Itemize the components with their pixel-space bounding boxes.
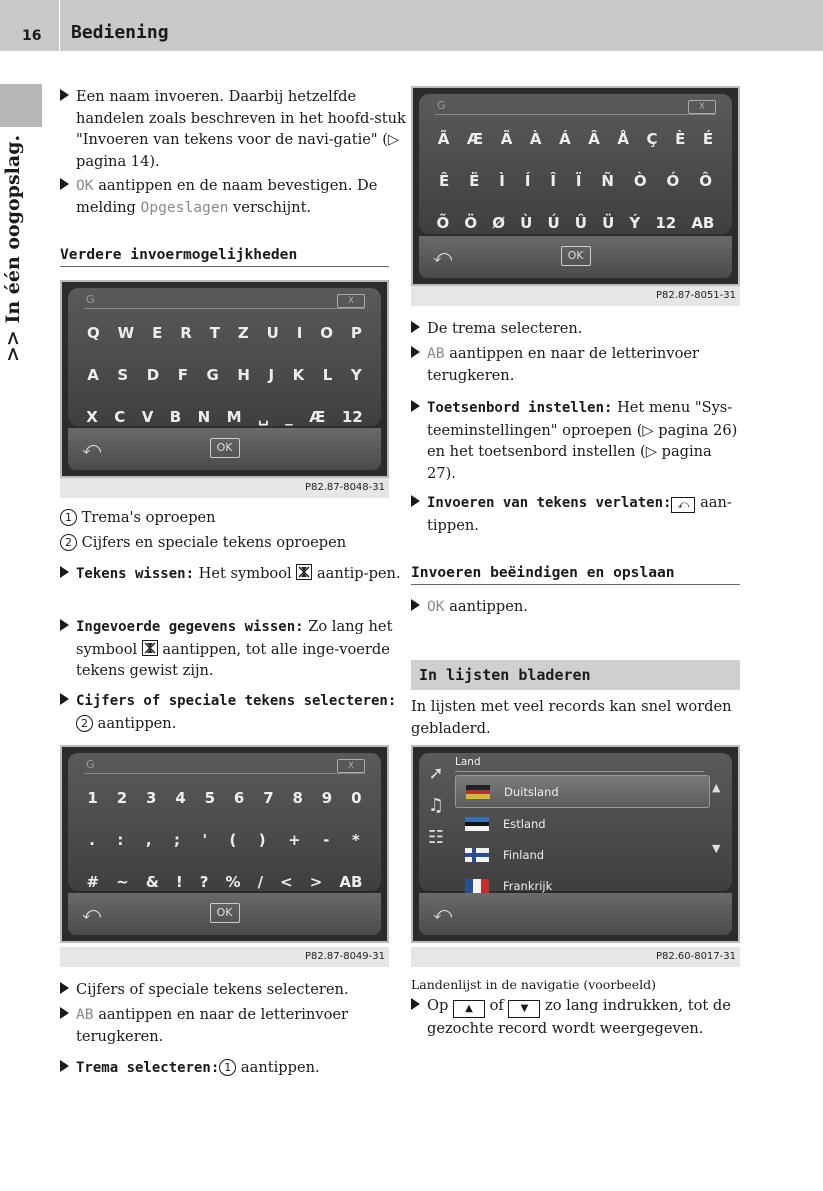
key[interactable]: Ú bbox=[547, 214, 560, 232]
flag-estonia-icon bbox=[465, 817, 489, 831]
key[interactable]: ? bbox=[199, 873, 209, 891]
header-divider bbox=[59, 0, 60, 51]
screenshot-country-list bbox=[411, 745, 740, 943]
key[interactable]: Ý bbox=[629, 214, 641, 232]
bullet-triangle-icon bbox=[60, 89, 69, 101]
key[interactable]: S bbox=[117, 366, 129, 384]
back-symbol-icon: ⤺ bbox=[671, 497, 695, 513]
bullet-text: Op bbox=[427, 997, 453, 1014]
bullet-exit-input bbox=[411, 492, 757, 536]
key[interactable]: Ó bbox=[666, 172, 680, 190]
flag-finland-icon bbox=[465, 848, 489, 862]
key[interactable]: Å bbox=[617, 130, 629, 148]
legend-text: Trema's oproepen bbox=[81, 509, 216, 526]
key[interactable]: V bbox=[141, 408, 154, 426]
list-item[interactable] bbox=[455, 808, 710, 839]
key[interactable]: ! bbox=[175, 873, 183, 891]
key[interactable]: Ö bbox=[464, 214, 478, 232]
key[interactable]: ) bbox=[258, 831, 266, 849]
bullet-bold: Tekens wissen: bbox=[76, 566, 195, 582]
back-icon[interactable]: ⤺ bbox=[433, 246, 453, 267]
back-icon[interactable]: ⤺ bbox=[82, 438, 102, 459]
key[interactable]: F bbox=[177, 366, 188, 384]
letters-key[interactable]: AB bbox=[691, 214, 715, 232]
bullet-triangle-icon bbox=[411, 400, 420, 412]
input-cursor-char: G bbox=[437, 99, 446, 112]
key[interactable]: P bbox=[350, 324, 362, 342]
key[interactable]: N bbox=[197, 408, 211, 426]
section-heading-more-options: Verdere invoermogelijkheden bbox=[60, 246, 389, 267]
back-icon[interactable]: ⤺ bbox=[433, 903, 453, 924]
key[interactable]: I bbox=[296, 324, 303, 342]
list-item-label: Frankrijk bbox=[503, 878, 553, 893]
page-header bbox=[0, 0, 823, 51]
bullet-scroll-arrows bbox=[411, 995, 757, 1040]
input-line bbox=[84, 759, 365, 774]
bullet-triangle-icon bbox=[411, 998, 420, 1010]
key-row-1 bbox=[78, 777, 371, 819]
key[interactable]: 0 bbox=[351, 789, 362, 807]
down-arrow-key-icon: ▼ bbox=[508, 1000, 540, 1018]
key[interactable]: Ç bbox=[646, 130, 658, 148]
key[interactable]: 7 bbox=[263, 789, 274, 807]
legend-number: 2 bbox=[76, 715, 93, 732]
key[interactable]: % bbox=[225, 873, 241, 891]
trema-key[interactable]: Æ bbox=[309, 408, 326, 426]
figure-code: P82.60-8017-31 bbox=[411, 947, 740, 967]
keyboard-screen bbox=[68, 288, 381, 426]
key[interactable]: Q bbox=[86, 324, 100, 342]
ok-button[interactable]: OK bbox=[210, 903, 240, 923]
key[interactable]: 9 bbox=[321, 789, 333, 807]
key[interactable]: Z bbox=[237, 324, 249, 342]
bullet-triangle-icon bbox=[60, 693, 69, 705]
flag-germany-icon bbox=[466, 785, 490, 799]
bullet-triangle-icon bbox=[411, 346, 420, 358]
key[interactable]: Î bbox=[550, 172, 556, 190]
figure-code: P82.87-8049-31 bbox=[60, 947, 389, 967]
input-line bbox=[84, 294, 365, 309]
key[interactable]: É bbox=[702, 130, 714, 148]
key[interactable]: ; bbox=[173, 831, 180, 849]
key[interactable]: Í bbox=[524, 172, 531, 190]
key[interactable]: Ù bbox=[520, 214, 533, 232]
saved-display-label: Opgeslagen bbox=[140, 198, 229, 216]
letter-keys bbox=[78, 312, 371, 438]
bullet-text: Zo lang het symbool bbox=[76, 618, 393, 658]
delete-key[interactable]: X bbox=[337, 294, 365, 308]
key[interactable]: ~ bbox=[116, 873, 129, 891]
ab-display-label: AB bbox=[427, 345, 445, 362]
keyboard-bottom-bar bbox=[68, 428, 381, 470]
country-list bbox=[455, 775, 710, 901]
bullet-triangle-icon bbox=[60, 1007, 69, 1019]
legend-1 bbox=[60, 507, 390, 529]
bullet-text: aantippen. bbox=[236, 1059, 320, 1076]
key[interactable]: È bbox=[675, 130, 686, 148]
bullet-text: aantip-pen. bbox=[312, 565, 401, 582]
bullet-triangle-icon bbox=[60, 566, 69, 578]
bullet-bold: Ingevoerde gegevens wissen: bbox=[76, 619, 304, 635]
key[interactable]: X bbox=[86, 408, 98, 426]
bullet-triangle-icon bbox=[60, 1060, 69, 1072]
list-header-line bbox=[455, 771, 704, 772]
section-heading-scroll-lists: In lijsten bladeren bbox=[411, 660, 740, 690]
bullet-text: aantippen en de naam bevestigen. De melding bbox=[76, 177, 378, 216]
list-item-label: Duitsland bbox=[504, 784, 559, 799]
bullet-triangle-icon bbox=[60, 619, 69, 631]
bullet-bold: Invoeren van tekens verlaten: bbox=[427, 495, 672, 511]
bullet-select-trema-char bbox=[411, 318, 757, 340]
key-row-2 bbox=[78, 354, 371, 396]
key[interactable]: K bbox=[292, 366, 305, 384]
figure-code: P82.87-8048-31 bbox=[60, 478, 389, 498]
key[interactable]: > bbox=[309, 873, 323, 891]
key[interactable]: Ø bbox=[492, 214, 506, 232]
list-side-icons bbox=[423, 763, 449, 859]
numbers-key[interactable]: 12 bbox=[341, 408, 363, 426]
key[interactable]: Ò bbox=[633, 172, 647, 190]
legend-text: Cijfers en speciale tekens oproepen bbox=[81, 534, 347, 551]
key[interactable]: ' bbox=[202, 831, 208, 849]
figure-caption: Landenlijst in de navigatie (voorbeeld) bbox=[411, 977, 656, 992]
key[interactable]: L bbox=[322, 366, 333, 384]
key[interactable]: B bbox=[169, 408, 182, 426]
keyboard-screen bbox=[68, 753, 381, 891]
bullet-text: De trema selecteren. bbox=[427, 320, 583, 337]
bullet-text: of bbox=[484, 997, 509, 1014]
key[interactable]: # bbox=[86, 873, 100, 891]
side-tab-label: >> In één oogopslag. bbox=[2, 134, 24, 362]
key[interactable]: M bbox=[226, 408, 242, 426]
key[interactable]: Ì bbox=[499, 172, 505, 190]
scroll-up-arrow-icon[interactable]: ▲ bbox=[712, 781, 721, 794]
side-tab-marker bbox=[0, 84, 42, 127]
key[interactable]: E bbox=[152, 324, 163, 342]
navigation-icon[interactable]: ➚ bbox=[428, 763, 444, 784]
key[interactable]: W bbox=[117, 324, 135, 342]
key[interactable]: À bbox=[529, 130, 542, 148]
keyboard-screen bbox=[419, 94, 732, 234]
bullet-keyboard-settings bbox=[411, 397, 745, 484]
delete-key[interactable]: X bbox=[337, 759, 365, 773]
page-title: Bediening bbox=[71, 22, 169, 43]
key[interactable]: H bbox=[237, 366, 250, 384]
flag-france-icon bbox=[465, 879, 489, 893]
key-row-1 bbox=[78, 312, 371, 354]
bullet-select-numbers bbox=[60, 690, 406, 734]
input-cursor-char: G bbox=[86, 293, 95, 306]
key[interactable]: Á bbox=[559, 130, 571, 148]
music-icon[interactable]: ♫ bbox=[427, 795, 445, 816]
list-scrollbar bbox=[712, 781, 726, 855]
key[interactable]: Ô bbox=[699, 172, 712, 190]
legend-number: 1 bbox=[219, 1059, 236, 1076]
key[interactable]: Y bbox=[350, 366, 362, 384]
bullet-text: aantippen en naar de letterinvoer terugkeren. bbox=[76, 1006, 348, 1045]
bullet-clear-input bbox=[60, 616, 406, 682]
bullet-ab-return bbox=[411, 343, 757, 386]
bullet-text: zo lang indrukken, tot de gezochte record wordt weergegeven. bbox=[427, 997, 731, 1037]
bullet-text: aantippen. bbox=[93, 714, 177, 732]
bullet-triangle-icon bbox=[60, 982, 69, 994]
key[interactable]: + bbox=[288, 831, 301, 849]
key[interactable]: 6 bbox=[233, 789, 245, 807]
key[interactable]: 3 bbox=[146, 789, 157, 807]
key[interactable]: 2 bbox=[116, 789, 128, 807]
bullet-ab-return bbox=[60, 1004, 406, 1047]
key[interactable]: & bbox=[145, 873, 159, 891]
bullet-bold: Toetsenbord instellen: bbox=[427, 400, 613, 416]
bullet-triangle-icon bbox=[411, 495, 420, 507]
bullet-tap-ok bbox=[411, 596, 757, 618]
key[interactable]: Û bbox=[574, 214, 587, 232]
key[interactable]: , bbox=[145, 831, 152, 849]
bullet-text: aantippen. bbox=[444, 598, 528, 615]
bullet-triangle-icon bbox=[411, 599, 420, 611]
delete-key[interactable]: X bbox=[688, 100, 716, 114]
key[interactable]: U bbox=[266, 324, 279, 342]
key[interactable]: D bbox=[146, 366, 160, 384]
bullet-triangle-icon bbox=[60, 178, 69, 190]
keyboard-bottom-bar bbox=[68, 893, 381, 935]
bullet-text: Een naam invoeren. Daarbij hetzelfde handelen zoals beschreven in het hoofd-stuk "Invoeren van tekens voor de navi-gatie" (▷ pagina 14). bbox=[76, 88, 406, 170]
bullet-text: Het symbool bbox=[194, 565, 297, 582]
key[interactable]: Ã bbox=[437, 130, 450, 148]
key[interactable]: Õ bbox=[436, 214, 450, 232]
list-bottom-bar bbox=[419, 893, 732, 935]
key[interactable]: . bbox=[89, 831, 95, 849]
input-cursor-char: G bbox=[86, 758, 95, 771]
key[interactable]: ( bbox=[229, 831, 237, 849]
key[interactable]: C bbox=[114, 408, 126, 426]
section-heading-finish-save: Invoeren beëindigen en opslaan bbox=[411, 564, 740, 585]
paragraph-lists bbox=[411, 696, 741, 739]
list-item-label: Finland bbox=[503, 847, 545, 862]
list-item[interactable] bbox=[455, 839, 710, 870]
key[interactable]: Â bbox=[588, 130, 600, 148]
key[interactable]: Æ bbox=[466, 130, 484, 148]
list-header: Land bbox=[455, 756, 481, 768]
legend-number: 1 bbox=[60, 509, 77, 526]
ok-button[interactable]: OK bbox=[561, 246, 591, 266]
bullet-text: Het menu "Sys-teeminstellingen" oproepen (▷ pagina 26) en het toetsenbord instellen (▷ pagina 27). bbox=[427, 399, 738, 482]
key-row-2 bbox=[78, 819, 371, 861]
ab-display-label: AB bbox=[76, 1006, 94, 1023]
back-icon[interactable]: ⤺ bbox=[82, 903, 102, 924]
ok-display-label: OK bbox=[76, 177, 94, 194]
bullet-triangle-icon bbox=[411, 321, 420, 333]
underscore-key[interactable]: _ bbox=[285, 408, 293, 426]
key-row-1 bbox=[429, 118, 722, 160]
delete-symbol-icon bbox=[142, 640, 158, 656]
key[interactable]: / bbox=[257, 873, 264, 891]
bullet-select-symbols bbox=[60, 979, 406, 1001]
bullet-bold: Trema selecteren: bbox=[76, 1060, 220, 1076]
key[interactable]: Ê bbox=[438, 172, 450, 190]
key[interactable]: 1 bbox=[87, 789, 98, 807]
ok-display-label: OK bbox=[427, 598, 445, 615]
key[interactable]: A bbox=[87, 366, 99, 384]
key[interactable]: T bbox=[209, 324, 220, 342]
key[interactable]: Ã bbox=[500, 130, 513, 148]
key[interactable]: * bbox=[351, 831, 360, 849]
radio-icon[interactable]: ☷ bbox=[427, 827, 445, 848]
screenshot-trema-keyboard bbox=[411, 86, 740, 286]
bullet-text: verschijnt. bbox=[228, 198, 312, 216]
list-screen bbox=[419, 753, 732, 891]
key-row-2 bbox=[429, 160, 722, 202]
key[interactable]: J bbox=[268, 366, 275, 384]
legend-number: 2 bbox=[60, 534, 77, 551]
figure-code: P82.87-8051-31 bbox=[411, 286, 740, 306]
key[interactable]: Ü bbox=[602, 214, 615, 232]
scroll-down-arrow-icon[interactable]: ▼ bbox=[712, 842, 721, 855]
key[interactable]: 4 bbox=[175, 789, 186, 807]
trema-keys bbox=[429, 118, 722, 244]
bullet-text: aantippen, tot alle inge-voerde tekens gewist zijn. bbox=[76, 640, 390, 679]
key[interactable]: R bbox=[180, 324, 192, 342]
number-keys bbox=[78, 777, 371, 903]
key[interactable]: < bbox=[280, 873, 293, 891]
key[interactable]: O bbox=[320, 324, 333, 342]
screenshot-letter-keyboard bbox=[60, 280, 389, 478]
bullet-confirm-name bbox=[60, 175, 406, 218]
key[interactable]: - bbox=[323, 831, 330, 849]
letters-key[interactable]: AB bbox=[339, 873, 363, 891]
bullet-enter-name bbox=[60, 86, 406, 172]
bullet-bold: Cijfers of speciale tekens selecteren: bbox=[76, 693, 397, 709]
space-key[interactable]: ␣ bbox=[257, 408, 269, 426]
list-item-selected[interactable] bbox=[455, 775, 710, 808]
bullet-text: Cijfers of speciale tekens selecteren. bbox=[76, 981, 349, 998]
key[interactable]: G bbox=[206, 366, 219, 384]
list-item-label: Estland bbox=[503, 816, 546, 831]
key[interactable]: : bbox=[117, 831, 124, 849]
legend-2 bbox=[60, 532, 390, 554]
bullet-text: aantippen en naar de letterinvoer terugkeren. bbox=[427, 345, 699, 384]
keyboard-bottom-bar bbox=[419, 236, 732, 278]
bullet-text: aan-tippen. bbox=[427, 494, 732, 534]
key[interactable]: 5 bbox=[204, 789, 216, 807]
ok-button[interactable]: OK bbox=[210, 438, 240, 458]
input-line bbox=[435, 100, 716, 115]
key[interactable]: Ë bbox=[469, 172, 480, 190]
bullet-delete-chars bbox=[60, 563, 406, 586]
screenshot-number-keyboard bbox=[60, 745, 389, 943]
numbers-key[interactable]: 12 bbox=[655, 214, 677, 232]
key[interactable]: Ï bbox=[575, 172, 582, 190]
paragraph-text: In lijsten met veel records kan snel worden gebladerd. bbox=[411, 698, 732, 737]
page-number: 16 bbox=[22, 28, 42, 44]
key[interactable]: 8 bbox=[292, 789, 303, 807]
key[interactable]: Ñ bbox=[601, 172, 614, 190]
delete-symbol-icon bbox=[296, 564, 312, 580]
up-arrow-key-icon: ▲ bbox=[453, 1000, 485, 1018]
bullet-select-trema bbox=[60, 1057, 406, 1080]
